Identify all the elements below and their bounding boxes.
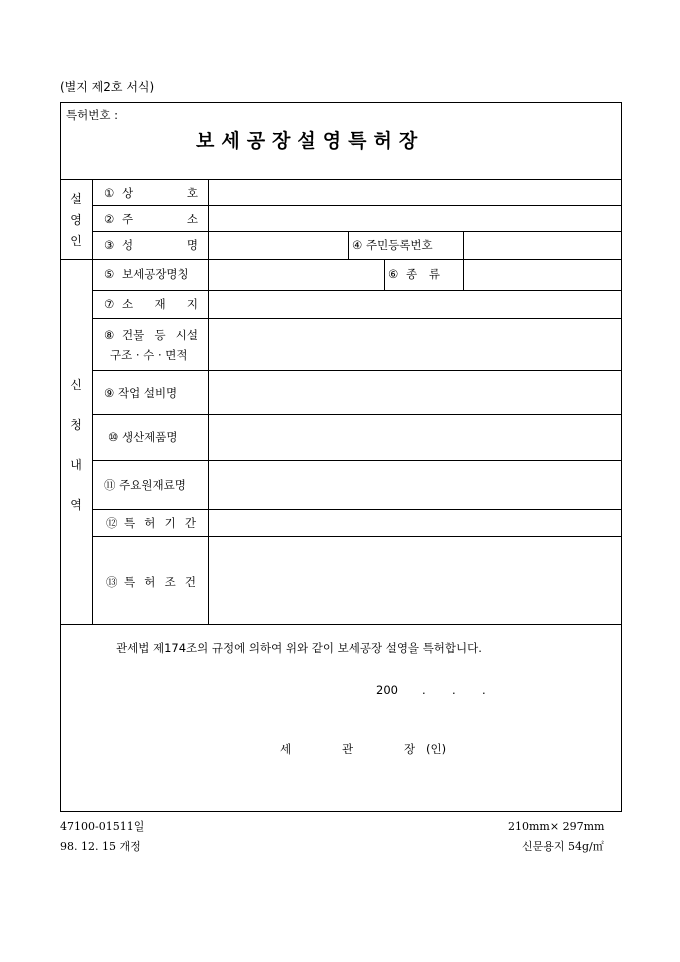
form-note: (별지 제2호 서식) [60, 80, 155, 94]
type-label: 종 류 [406, 267, 440, 281]
patent-conditions-label: 특 허 조 건 [124, 575, 196, 589]
location-label: 소 재 지 [122, 297, 198, 311]
divider [92, 290, 621, 291]
row-number: ⑥ [388, 267, 399, 281]
work-equipment-label: ⑨ 작업 설비명 [104, 386, 178, 400]
divider [92, 414, 621, 415]
address-label: 주 소 [122, 212, 198, 226]
form-code: 47100-01511일 [60, 820, 145, 833]
signature-word-2: 관 [342, 742, 354, 756]
details-side-label-1: 신 [70, 378, 82, 392]
resident-number-label: ④ 주민등록번호 [352, 238, 433, 252]
divider [384, 259, 385, 290]
divider [92, 231, 621, 232]
paper-type: 신문용지 54g/㎡ [522, 840, 604, 853]
row-number: ⑬ [106, 575, 118, 589]
date-separator: . [482, 683, 486, 697]
divider [92, 509, 621, 510]
divider [60, 179, 621, 180]
seal-mark: (인) [426, 742, 447, 756]
row-number: ① [104, 186, 115, 200]
patent-period-label: 특 허 기 간 [124, 516, 196, 530]
row-number: ⑫ [106, 516, 118, 530]
form-frame [60, 102, 622, 812]
signature-word-1: 세 [280, 742, 292, 756]
row-number: ⑦ [104, 297, 115, 311]
row-number: ⑤ [104, 267, 115, 281]
product-name-label: ⑩ 생산제품명 [108, 430, 178, 444]
row-number: ③ [104, 238, 115, 252]
divider [348, 231, 349, 259]
divider [208, 179, 209, 624]
revision-date: 98. 12. 15 개정 [60, 840, 141, 853]
name-label: 성 명 [122, 238, 198, 252]
patent-number-label: 특허번호 : [66, 108, 118, 122]
date-separator: . [422, 683, 426, 697]
divider [463, 231, 464, 259]
divider [463, 259, 464, 290]
divider [60, 624, 621, 625]
divider [92, 536, 621, 537]
details-side-label-2: 청 [70, 418, 82, 432]
business-name-label: 상 호 [122, 186, 198, 200]
divider [60, 259, 621, 260]
row-number: ② [104, 212, 115, 226]
date-year: 200 [376, 683, 398, 697]
applicant-side-label-1: 설 [70, 192, 82, 206]
row-number: ⑧ [104, 328, 115, 342]
divider [92, 370, 621, 371]
date-separator: . [452, 683, 456, 697]
signature-word-3: 장 [404, 742, 416, 756]
applicant-side-label-2: 영 [70, 213, 82, 227]
raw-material-label: ⑪ 주요원재료명 [104, 478, 186, 492]
details-side-label-3: 내 [70, 458, 82, 472]
paper-size: 210mm× 297mm [508, 820, 605, 833]
statement-text: 관세법 제174조의 규정에 의하여 위와 같이 보세공장 설영을 특허합니다. [116, 641, 482, 655]
structure-area-label: 구조 · 수 · 면적 [110, 348, 188, 362]
divider [92, 179, 93, 624]
details-side-label-4: 역 [70, 498, 82, 512]
bonded-factory-name-label: 보세공장명칭 [122, 267, 189, 281]
divider [92, 460, 621, 461]
document-title: 보세공장설영특허장 [196, 130, 425, 152]
applicant-side-label-3: 인 [70, 234, 82, 248]
building-facility-label: 건물 등 시설 [122, 328, 198, 342]
divider [92, 318, 621, 319]
divider [92, 205, 621, 206]
